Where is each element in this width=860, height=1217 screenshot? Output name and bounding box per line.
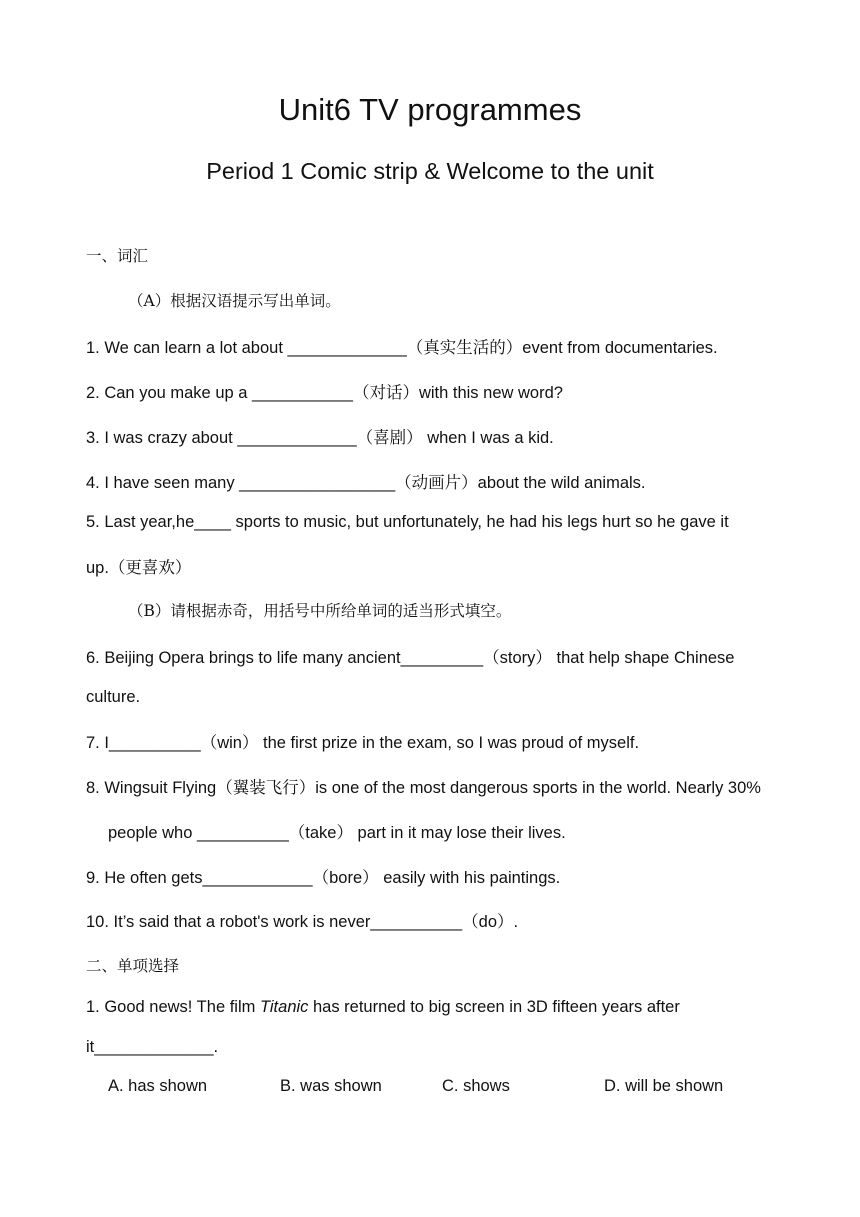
question-8-line-2: people who __________（take） part in it may lose their lives. <box>108 824 566 842</box>
part-b-instruction: （B）请根据赤奇，用括号中所给单词的适当形式填空。 <box>128 602 512 620</box>
question-6-line-1: 6. Beijing Opera brings to life many ancient_________（story） that help shape Chinese <box>86 649 735 667</box>
question-1: 1. We can learn a lot about _____________（真实生活的）event from documentaries. <box>86 339 718 357</box>
mc-question-1-line-2: it_____________. <box>86 1038 219 1056</box>
mc-question-1-text-start: 1. Good news! The film <box>86 998 260 1016</box>
option-c: C. shows <box>442 1077 510 1095</box>
film-title: Titanic <box>259 998 309 1016</box>
mc-question-1-text-end: has returned to big screen in 3D fifteen years after <box>308 998 680 1016</box>
option-d: D. will be shown <box>604 1077 724 1095</box>
question-8-line-1: 8. Wingsuit Flying（翼装飞行）is one of the most dangerous sports in the world. Nearly 30% <box>86 779 761 797</box>
part-a-instruction: （A）根据汉语提示写出单词。 <box>128 292 341 310</box>
mc-question-1-line-1 <box>86 998 680 1017</box>
question-6-line-2: culture. <box>86 688 141 706</box>
question-9: 9. He often gets____________（bore） easily with his paintings. <box>86 869 561 887</box>
option-a: A. has shown <box>108 1077 208 1095</box>
question-2: 2. Can you make up a ___________（对话）with this new word? <box>86 384 563 402</box>
question-10: 10. It’s said that a robot's work is never__________（do）. <box>86 913 519 931</box>
question-7: 7. I__________（win） the first prize in the exam, so I was proud of myself. <box>86 734 640 752</box>
page-title: Unit6 TV programmes <box>278 92 582 127</box>
question-5-line-1: 5. Last year,he____ sports to music, but unfortunately, he had his legs hurt so he gave it <box>86 513 729 531</box>
question-3: 3. I was crazy about _____________（喜剧） when I was a kid. <box>86 429 554 447</box>
question-4: 4. I have seen many _________________（动画片）about the wild animals. <box>86 474 646 492</box>
question-5-line-2: up.（更喜欢） <box>86 559 192 577</box>
section-multiple-choice-heading: 二、单项选择 <box>86 957 180 975</box>
section-vocabulary-heading: 一、词汇 <box>86 247 149 265</box>
option-b: B. was shown <box>280 1077 382 1095</box>
page-subtitle: Period 1 Comic strip & Welcome to the unit <box>206 158 654 184</box>
